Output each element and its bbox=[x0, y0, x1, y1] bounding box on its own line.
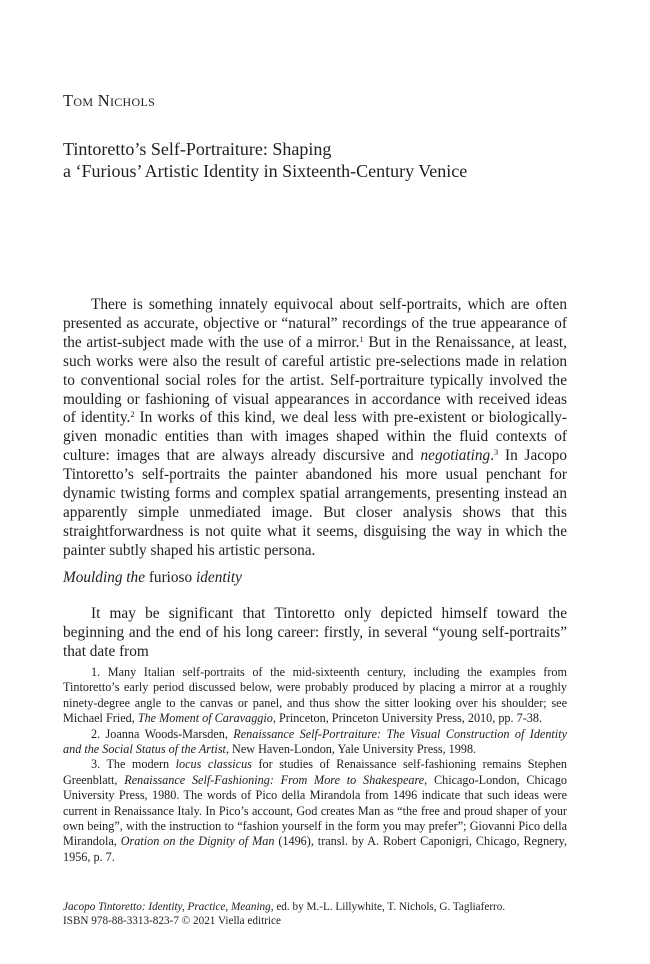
page-footer bbox=[63, 900, 567, 928]
footnotes bbox=[63, 665, 567, 865]
footnote-2: 2. Joanna Woods-Marsden, Renaissance Self-Portraiture: The Visual Construction of Identity and the Social Status of the Artist, New Haven-London, Yale University Press, 1998. bbox=[63, 726, 567, 757]
chapter-title bbox=[63, 138, 603, 182]
author-name: Tom Nichols bbox=[63, 91, 156, 110]
body-paragraph-1 bbox=[63, 296, 567, 561]
paragraph-text: But in the Renaissance, at least, such works were also the result of careful artistic pre-selections made in relation to conventional social roles for the artist. Self-portraiture typically involved the moulding or fashioning of visual appearances in accordance with received ideas of identity. bbox=[63, 333, 567, 427]
chapter-title-line-2: a ‘Furious’ Artistic Identity in Sixteenth-Century Venice bbox=[63, 161, 468, 181]
section-heading-roman: furioso bbox=[145, 569, 196, 586]
paragraph-text: . bbox=[490, 447, 495, 465]
paragraph-text: In Jacopo Tintoretto’s self-portraits the painter abandoned his more usual penchant for dynamic twisting forms and complex spatial arrangements, presenting instead an apparently simple unmediated image. But closer analysis shows that this straightforwardness is not quite what it seems, disguising the way in which the painter subtly shaped his artistic persona. bbox=[63, 447, 567, 559]
section-heading-italic: identity bbox=[196, 569, 242, 586]
book-citation: Jacopo Tintoretto: Identity, Practice, Meaning, ed. by M.-L. Lillywhite, T. Nichols, G. Tagliaferro. bbox=[63, 901, 506, 913]
isbn-line: ISBN 978-88-3313-823-7 © 2021 Viella editrice bbox=[63, 915, 281, 927]
footnote-ref-1: 1 bbox=[359, 334, 364, 344]
paragraph-text: It may be significant that Tintoretto only depicted himself toward the beginning and the end of his long career: firstly, in several “young self-portraits” that date from bbox=[63, 605, 567, 660]
body-paragraph-2 bbox=[63, 605, 567, 662]
footnote-3: 3. The modern locus classicus for studies of Renaissance self-fashioning remains Stephen Greenblatt, Renaissance Self-Fashioning: From More to Shakespeare, Chicago-London, Chicago University Press, 1980. The words of Pico della Mirandola from 1496 indicate that such ideas were current in Renaissance Italy. In Pico’s account, God creates Man as “the free and proud shaper of your own being”, with the instruction to “fashion yourself in the form you may prefer”; Giovanni Pico della Mirandola, Oration on the Dignity of Man (1496), transl. by A. Robert Caponigri, Chicago, Regnery, 1956, p. 7. bbox=[63, 757, 568, 864]
chapter-title-line-1: Tintoretto’s Self-Portraiture: Shaping bbox=[63, 139, 332, 159]
paragraph-text: There is something innately equivocal about self-portraits, which are often presented as accurate, objective or “natural” recordings of the true appearance of the artist-subject made with the use of a mirror. bbox=[63, 296, 567, 351]
footnote-ref-3: 3 bbox=[494, 448, 499, 458]
section-heading bbox=[63, 569, 242, 587]
emphasis-text: negotiating bbox=[420, 447, 491, 465]
footnote-ref-2: 2 bbox=[130, 410, 135, 420]
paragraph-text: In works of this kind, we deal less with pre-existent or biologically-given monadic entities than with images shaped within the fluid contexts of culture: images that are always already discursive and bbox=[63, 409, 567, 465]
footnote-1: 1. Many Italian self-portraits of the mid-sixteenth century, including the examples from Tintoretto’s early period discussed below, were probably produced by placing a mirror at a roughly ninety-degree angle to the canvas or panel, and thus show the sitter looking over his shoulder; see Michael Fried, The Moment of Caravaggio, Princeton, Princeton University Press, 2010, pp. 7-38. bbox=[63, 665, 567, 726]
section-heading-italic: Moulding the bbox=[63, 569, 145, 586]
